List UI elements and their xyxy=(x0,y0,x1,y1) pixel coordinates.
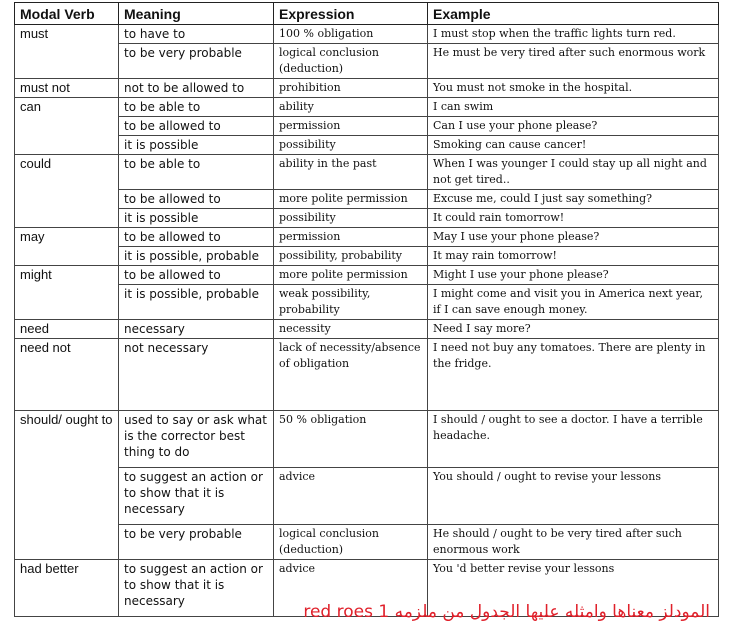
example-cell: He should / ought to be very tired after such enormous work xyxy=(428,525,719,560)
table-row xyxy=(15,247,719,266)
expression-cell: more polite permission xyxy=(274,190,428,209)
meaning-cell: not necessary xyxy=(119,339,274,411)
expression-cell: possibility xyxy=(274,136,428,155)
example-cell: I should / ought to see a doctor. I have a terrible headache. xyxy=(428,411,719,468)
meaning-cell: to be allowed to xyxy=(119,190,274,209)
example-cell: He must be very tired after such enormous work xyxy=(428,44,719,79)
example-cell: May I use your phone please? xyxy=(428,228,719,247)
table-row xyxy=(15,525,719,560)
table-row xyxy=(15,155,719,190)
example-cell: When I was younger I could stay up all night and not get tired.. xyxy=(428,155,719,190)
header-row xyxy=(15,3,719,25)
example-cell: It could rain tomorrow! xyxy=(428,209,719,228)
expression-cell: advice xyxy=(274,560,428,617)
modal-verb-cell: need not xyxy=(15,339,119,411)
meaning-cell: to be allowed to xyxy=(119,117,274,136)
table-row xyxy=(15,98,719,117)
header-example: Example xyxy=(428,3,719,25)
example-cell: It may rain tomorrow! xyxy=(428,247,719,266)
expression-cell: permission xyxy=(274,228,428,247)
table-row xyxy=(15,79,719,98)
table-row xyxy=(15,285,719,320)
example-cell: I must stop when the traffic lights turn red. xyxy=(428,25,719,44)
table-row xyxy=(15,228,719,247)
modal-verb-cell: might xyxy=(15,266,119,320)
expression-cell: advice xyxy=(274,468,428,525)
example-cell: Need I say more? xyxy=(428,320,719,339)
expression-cell: 100 % obligation xyxy=(274,25,428,44)
expression-cell: ability in the past xyxy=(274,155,428,190)
modal-verb-cell: must not xyxy=(15,79,119,98)
modal-verb-cell: need xyxy=(15,320,119,339)
example-cell: Excuse me, could I just say something? xyxy=(428,190,719,209)
meaning-cell: it is possible xyxy=(119,136,274,155)
modal-verb-cell: may xyxy=(15,228,119,266)
modal-verb-cell: can xyxy=(15,98,119,155)
meaning-cell: it is possible, probable xyxy=(119,247,274,266)
example-cell: You must not smoke in the hospital. xyxy=(428,79,719,98)
example-cell: Smoking can cause cancer! xyxy=(428,136,719,155)
header-meaning: Meaning xyxy=(119,3,274,25)
table-row xyxy=(15,136,719,155)
example-cell: You 'd better revise your lessons xyxy=(428,560,719,617)
example-cell: You should / ought to revise your lessons xyxy=(428,468,719,525)
table-row xyxy=(15,339,719,411)
expression-cell: more polite permission xyxy=(274,266,428,285)
modal-verb-cell: should/ ought to xyxy=(15,411,119,560)
modal-verb-cell: had better xyxy=(15,560,119,617)
expression-cell: 50 % obligation xyxy=(274,411,428,468)
meaning-cell: to be able to xyxy=(119,98,274,117)
expression-cell: ability xyxy=(274,98,428,117)
meaning-cell: to be very probable xyxy=(119,44,274,79)
expression-cell: necessity xyxy=(274,320,428,339)
example-cell: Might I use your phone please? xyxy=(428,266,719,285)
meaning-cell: not to be allowed to xyxy=(119,79,274,98)
expression-cell: possibility xyxy=(274,209,428,228)
meaning-cell: to be allowed to xyxy=(119,228,274,247)
example-cell: I need not buy any tomatoes. There are plenty in the fridge. xyxy=(428,339,719,411)
table-row xyxy=(15,266,719,285)
meaning-cell: it is possible, probable xyxy=(119,285,274,320)
expression-cell: possibility, probability xyxy=(274,247,428,266)
table-row xyxy=(15,411,719,468)
meaning-cell: to be very probable xyxy=(119,525,274,560)
table-row xyxy=(15,117,719,136)
modal-verbs-table xyxy=(14,2,719,617)
table-row xyxy=(15,25,719,44)
table-body xyxy=(15,25,719,617)
meaning-cell: to be allowed to xyxy=(119,266,274,285)
meaning-cell: to be able to xyxy=(119,155,274,190)
example-cell: Can I use your phone please? xyxy=(428,117,719,136)
table-row xyxy=(15,44,719,79)
table-row xyxy=(15,190,719,209)
meaning-cell: to suggest an action or to show that it is necessary xyxy=(119,560,274,617)
meaning-cell: used to say or ask what is the corrector best thing to do xyxy=(119,411,274,468)
table-row xyxy=(15,209,719,228)
modal-verb-cell: must xyxy=(15,25,119,79)
modal-verb-cell: could xyxy=(15,155,119,228)
meaning-cell: it is possible xyxy=(119,209,274,228)
meaning-cell: to have to xyxy=(119,25,274,44)
example-cell: I might come and visit you in America next year, if I can save enough money. xyxy=(428,285,719,320)
table-row xyxy=(15,468,719,525)
meaning-cell: necessary xyxy=(119,320,274,339)
expression-cell: prohibition xyxy=(274,79,428,98)
header-modal-verb: Modal Verb xyxy=(15,3,119,25)
expression-cell: logical conclusion (deduction) xyxy=(274,525,428,560)
watermark-caption: المودلز معناها وامثله عليها الجدول من ملزمه red roes 1 xyxy=(303,602,710,622)
expression-cell: logical conclusion (deduction) xyxy=(274,44,428,79)
expression-cell: lack of necessity/absence of obligation xyxy=(274,339,428,411)
table-row xyxy=(15,320,719,339)
example-cell: I can swim xyxy=(428,98,719,117)
expression-cell: permission xyxy=(274,117,428,136)
header-expression: Expression xyxy=(274,3,428,25)
meaning-cell: to suggest an action or to show that it is necessary xyxy=(119,468,274,525)
expression-cell: weak possibility, probability xyxy=(274,285,428,320)
